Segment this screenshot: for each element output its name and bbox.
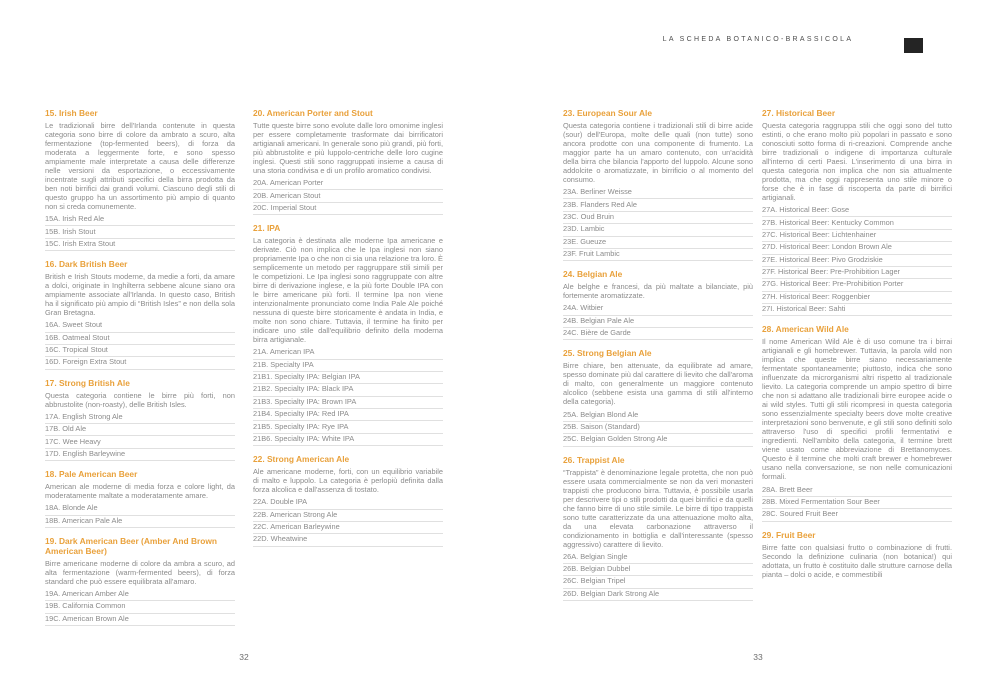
style-list-item: 25C. Belgian Golden Strong Ale xyxy=(563,434,753,446)
style-list xyxy=(253,347,443,446)
style-list-item: 27G. Historical Beer: Pre-Prohibition Porter xyxy=(762,279,952,291)
beer-category-section xyxy=(762,530,952,579)
style-list xyxy=(45,589,235,626)
section-heading: 20. American Porter and Stout xyxy=(253,108,373,118)
style-list-item: 27I. Historical Beer: Sahti xyxy=(762,304,952,316)
style-list xyxy=(563,409,753,446)
beer-category-section xyxy=(762,324,952,521)
section-heading: 26. Trappist Ale xyxy=(563,454,625,465)
style-list-item: 28B. Mixed Fermentation Sour Beer xyxy=(762,497,952,509)
style-list-item: 21A. American IPA xyxy=(253,347,443,359)
section-body: “Trappista” è denominazione legale protetta, che non può essere usata commercialmente se non da veri monasteri trappisti che producono birra. Tuttavia, è possibile usarla per descrivere tipi o stili prodotti da quei birrifici e da quelli che fanno birre di uno stile simile. Le birre di tipo trappista sono tutte caratterizzate da una attenuazione molto alta, da una elevata carbonazione attraverso il condizionamento in bottiglia e dall'interessante (spesso aggressivo) carattere di lievito. xyxy=(563,467,753,549)
beer-category-section xyxy=(45,469,235,528)
section-body: Questa categoria contiene i tradizionali stili di birre acide (sour) dell'Europa, molte delle quali (non tutte) sono ancora prodotte con una componente di frumento. La maggior parte ha un amaro contenuto, con un'acidità della birra che bilancia l'apporto del luppolo. Alcune sono addolcite o aromatizzate, in birrificio o al momento del consumo. xyxy=(563,121,753,184)
style-list-item: 21B3. Specialty IPA: Brown IPA xyxy=(253,397,443,409)
style-list xyxy=(563,303,753,340)
style-list-item: 21B. Specialty IPA xyxy=(253,360,443,372)
style-list-item: 24A. Witbier xyxy=(563,303,753,315)
section-body: Ale americane moderne, forti, con un equilibrio variabile di malto e luppolo. La categoria è perlopiù definita dalla forza alcolica e dall'assenza di tostato. xyxy=(253,467,443,495)
style-list-item: 27B. Historical Beer: Kentucky Common xyxy=(762,217,952,229)
beer-category-section xyxy=(45,536,235,626)
running-head-title: LA SCHEDA BOTANICO-BRASSICOLA xyxy=(662,36,854,43)
section-heading: 23. European Sour Ale xyxy=(563,108,653,118)
style-list-item: 20A. American Porter xyxy=(253,178,443,190)
style-list-item: 15A. Irish Red Ale xyxy=(45,214,235,226)
style-list-item: 22C. American Barleywine xyxy=(253,522,443,534)
style-list-item: 23C. Oud Bruin xyxy=(563,212,753,224)
section-body: Tutte queste birre sono evolute dalle loro omonime inglesi per essere completamente trasformate dai birrificatori artigianali americani. In generale sono più grandi, più forti, più abbrustolite e più luppolo-centriche delle loro cugine inglesi. Questi stili sono raggruppati insieme a causa di una storia condivisa e di un profilo aromatico condivisi. xyxy=(253,121,443,175)
section-heading: 22. Strong American Ale xyxy=(253,454,350,465)
beer-category-section xyxy=(45,378,235,462)
section-body: Questa categoria raggruppa stili che oggi sono del tutto estinti, o che erano molto più popolari in passato e sono conosciuti sotto forma di ri-creazioni. Comprende anche birre tradizionali o indigene di importanza culturale all'interno di certi Paesi. L'inserimento di una birra in questa categoria non implica che non sia attualmente prodotta, ma che oggi rappresenta uno stile minore o forse che è in fase di riscoperta da parte di birrifici artigianali. xyxy=(762,121,952,202)
style-list xyxy=(45,320,235,370)
section-body: Il nome American Wild Ale è di uso comune tra i birrai artigianali e gli homebrewer. Tuttavia, la parola wild non implica che queste birre siano necessariamente fermentate spontaneamente; piuttosto, indica che sono influenzate da microrganismi altri rispetto al tradizionale lievito. La categoria comprende un ampio spettro di birre che non si adattano alle tradizionali birre europee acide o ai wild styles. Tutti gli stili ricompresi in questa categoria sono essenzialmente specialty beers dove molte creative interpretazioni sono benvenute, e gli stili sono definiti solo attraverso l'uso di specifici profili fermentativi e ingredienti. Nell'ambito della categoria, il termine brett viene usato come abbreviazione di Brettanomyces. Questo è il termine che molti craft brewer e homebrewer usano nella conversazione, se non nelle comunicazioni formali. xyxy=(762,337,952,482)
style-list-item: 22B. American Strong Ale xyxy=(253,510,443,522)
style-list xyxy=(253,497,443,547)
page-number-right: 33 xyxy=(753,652,763,662)
page-number-left: 32 xyxy=(239,652,249,662)
style-list-item: 27D. Historical Beer: London Brown Ale xyxy=(762,242,952,254)
style-list-item: 27F. Historical Beer: Pre-Prohibition Lager xyxy=(762,267,952,279)
right-page-column-1 xyxy=(563,108,753,656)
beer-category-section xyxy=(563,455,753,602)
style-list-item: 21B6. Specialty IPA: White IPA xyxy=(253,434,443,446)
style-list-item: 26C. Belgian Tripel xyxy=(563,576,753,588)
style-list xyxy=(45,503,235,528)
beer-category-section xyxy=(563,108,753,261)
style-list-item: 22A. Double IPA xyxy=(253,497,443,509)
style-list-item: 23D. Lambic xyxy=(563,224,753,236)
style-list-item: 20C. Imperial Stout xyxy=(253,203,443,215)
style-list-item: 15B. Irish Stout xyxy=(45,226,235,238)
section-body: Birre fatte con qualsiasi frutto o combinazione di frutti. Secondo la definizione culinaria (non botanica!) qui adottata, un frutto è costituito dalle strutture carnose della pianta – dolci o acide, e commestibili xyxy=(762,542,952,579)
style-list-item: 25A. Belgian Blond Ale xyxy=(563,409,753,421)
style-list-item: 23E. Gueuze xyxy=(563,237,753,249)
style-list-item: 26B. Belgian Dubbel xyxy=(563,564,753,576)
style-list-item: 16D. Foreign Extra Stout xyxy=(45,357,235,369)
style-list-item: 23F. Fruit Lambic xyxy=(563,249,753,261)
section-body: Birre chiare, ben attenuate, da equilibrate ad amare, spesso dominate più dal carattere di lievito che dall'aroma di malto, con generalmente un maggiore contenuto alcolico (sebbene esista una gamma di stili all'interno della categoria). xyxy=(563,361,753,407)
style-list-item: 17A. English Strong Ale xyxy=(45,412,235,424)
style-list-item: 27H. Historical Beer: Roggenbier xyxy=(762,292,952,304)
style-list-item: 16A. Sweet Stout xyxy=(45,320,235,332)
style-list-item: 26D. Belgian Dark Strong Ale xyxy=(563,589,753,601)
style-list-item: 16C. Tropical Stout xyxy=(45,345,235,357)
style-list-item: 21B2. Specialty IPA: Black IPA xyxy=(253,384,443,396)
section-heading: 25. Strong Belgian Ale xyxy=(563,348,652,359)
style-list-item: 19C. American Brown Ale xyxy=(45,614,235,626)
section-heading: 24. Belgian Ale xyxy=(563,269,623,280)
section-heading: 16. Dark British Beer xyxy=(45,259,128,270)
style-list-item: 24B. Belgian Pale Ale xyxy=(563,316,753,328)
style-list-item: 18A. Blonde Ale xyxy=(45,503,235,515)
section-body: Birre americane moderne di colore da ambra a scuro, ad alta fermentazione (warm-fermented beers), di forza standard che può essere equilibrata all'amaro. xyxy=(45,558,235,586)
style-list-item: 19A. American Amber Ale xyxy=(45,589,235,601)
style-list-item: 17B. Old Ale xyxy=(45,424,235,436)
style-list-item: 21B1. Specialty IPA: Belgian IPA xyxy=(253,372,443,384)
style-list-item: 23B. Flanders Red Ale xyxy=(563,199,753,211)
section-heading: 18. Pale American Beer xyxy=(45,469,138,480)
style-list-item: 19B. California Common xyxy=(45,601,235,613)
section-heading: 15. Irish Beer xyxy=(45,108,98,118)
style-list-item: 23A. Berliner Weisse xyxy=(563,187,753,199)
beer-category-section xyxy=(563,269,753,340)
style-list xyxy=(253,178,443,215)
beer-category-section xyxy=(253,108,443,215)
left-page-column-2 xyxy=(253,108,443,656)
style-list-item: 15C. Irish Extra Stout xyxy=(45,239,235,251)
section-heading: 27. Historical Beer xyxy=(762,108,836,118)
style-list-item: 26A. Belgian Single xyxy=(563,552,753,564)
section-heading: 28. American Wild Ale xyxy=(762,324,849,335)
style-list xyxy=(563,187,753,261)
style-list-item: 17D. English Barleywine xyxy=(45,449,235,461)
beer-category-section xyxy=(45,108,235,251)
style-list-item: 21B5. Specialty IPA: Rye IPA xyxy=(253,421,443,433)
style-list-item: 21B4. Specialty IPA: Red IPA xyxy=(253,409,443,421)
style-list xyxy=(563,552,753,602)
style-list-item: 24C. Bière de Garde xyxy=(563,328,753,340)
section-body: British e Irish Stouts moderne, da medie a forti, da amare a dolci, originate in Inghilterra sebbene alcune siano ora ampiamente associate all'Irlanda. In questo caso, British ha il significato più ampio di “British Isles” e non della sola Gran Bretagna. xyxy=(45,272,235,318)
style-list-item: 20B. American Stout xyxy=(253,190,443,202)
beer-category-section xyxy=(762,108,952,316)
left-page-column-1 xyxy=(45,108,235,656)
section-heading: 29. Fruit Beer xyxy=(762,529,816,540)
section-body: American ale moderne di media forza e colore light, da moderatamente maltate a moderatamente amare. xyxy=(45,482,235,501)
style-list-item: 22D. Wheatwine xyxy=(253,534,443,546)
style-list-item: 27C. Historical Beer: Lichtenhainer xyxy=(762,230,952,242)
section-body: Questa categoria contiene le birre più forti, non abbrustolite (non-roasty), delle British Isles. xyxy=(45,390,235,409)
style-list xyxy=(45,412,235,462)
style-list-item: 28C. Soured Fruit Beer xyxy=(762,509,952,521)
style-list-item: 28A. Brett Beer xyxy=(762,484,952,496)
section-body: Le tradizionali birre dell'Irlanda contenute in questa categoria sono birre di colore da ambrato a scuro, alta fermentazione (top-fermented beers), di forza da moderata a leggermente forte, e sono spesso ampiamente male interpretate a causa delle differenze nelle versioni da esportazione, o eccessivamente incentrate sugli attributi specifici della birra prodotta da ben noti birrifici dai grandi volumi. Ciascuno degli stili di questo gruppo ha un assortimento più ampio di quanto non si creda comunemente. xyxy=(45,121,235,211)
section-body: La categoria è destinata alle moderne Ipa americane e derivate. Ciò non implica che le Ipa inglesi non siano propriamente Ipa o che non ci sia una relazione tra loro. È semplicemente un metodo per raggruppare stili simili per le competizioni. Le Ipa inglesi sono raggruppate con altre birre di derivazione inglese, e la più forte Double IPA con le birre americane più forti. Il termine Ipa non viene intenzionalmente pronunciato come India Pale Ale poiché nessuna di queste birre storicamente è andata in India, e molte non sono chiare. Tuttavia, il termine ha finito per indicare uno stile dall'equilibrio definito della moderna birra artigianale. xyxy=(253,236,443,345)
style-list-item: 27E. Historical Beer: Pivo Grodziskie xyxy=(762,255,952,267)
style-list xyxy=(762,484,952,521)
style-list-item: 27A. Historical Beer: Gose xyxy=(762,205,952,217)
style-list-item: 18B. American Pale Ale xyxy=(45,516,235,528)
beer-category-section xyxy=(253,223,443,446)
beer-category-section xyxy=(563,348,753,446)
section-heading: 19. Dark American Beer (Amber And Brown American Beer) xyxy=(45,535,218,556)
style-list-item: 25B. Saison (Standard) xyxy=(563,422,753,434)
beer-category-section xyxy=(253,454,443,547)
section-body: Ale belghe e francesi, da più maltate a bilanciate, più fortemente aromatizzate. xyxy=(563,282,753,301)
right-page-column-2 xyxy=(762,108,952,656)
style-list-item: 16B. Oatmeal Stout xyxy=(45,333,235,345)
style-list xyxy=(762,205,952,316)
section-heading: 17. Strong British Ale xyxy=(45,377,130,388)
corner-tab-mark xyxy=(904,38,923,53)
style-list-item: 17C. Wee Heavy xyxy=(45,436,235,448)
section-heading: 21. IPA xyxy=(253,223,281,234)
beer-category-section xyxy=(45,259,235,370)
style-list xyxy=(45,214,235,251)
